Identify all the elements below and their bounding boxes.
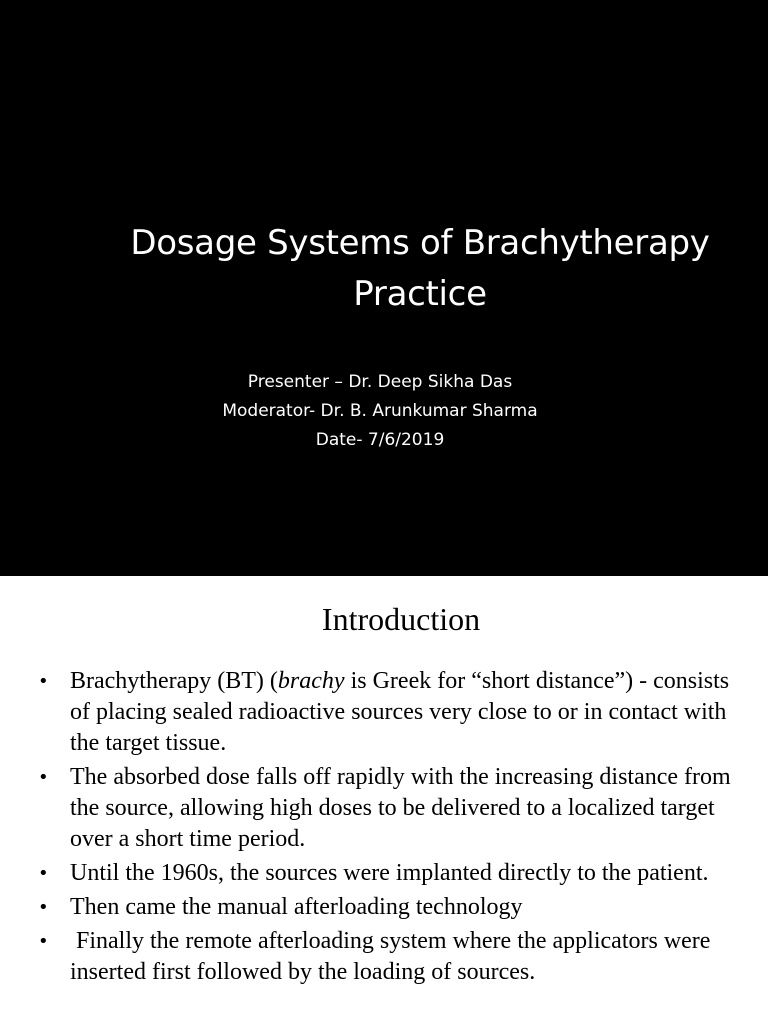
presenter-info: [130, 368, 630, 455]
bullet-text: Then came the manual afterloading technology: [70, 894, 523, 920]
bullet-text-prefix: Brachytherapy (BT) (: [70, 668, 278, 694]
introduction-slide: [0, 576, 768, 1024]
bullet-text: Finally the remote afterloading system where the applicators were inserted first followed by the loading of sources.: [70, 928, 717, 985]
title-line-2: Practice: [353, 274, 487, 314]
bullet-item: [38, 892, 738, 923]
title-line-1: Dosage Systems of Brachytherapy: [130, 223, 710, 263]
moderator-line: Moderator- Dr. B. Arunkumar Sharma: [222, 401, 538, 421]
bullet-text-italic: brachy: [277, 668, 345, 694]
bullet-icon: •: [38, 897, 49, 918]
bullet-text: [70, 666, 738, 759]
bullet-icon: •: [38, 671, 49, 692]
slide-heading: Introduction: [321, 601, 481, 637]
bullet-text: Until the 1960s, the sources were implanted directly to the patient.: [70, 860, 709, 886]
presenter-line: Presenter – Dr. Deep Sikha Das: [247, 372, 513, 392]
bullet-item: [38, 762, 738, 855]
presentation-title: [110, 218, 730, 320]
bullet-icon: •: [38, 863, 49, 884]
bullet-item: [38, 858, 738, 889]
bullet-item: [38, 666, 738, 759]
bullet-text: The absorbed dose falls off rapidly with the increasing distance from the source, allowing high doses to be delivered to a localized target over a short time period.: [70, 764, 731, 852]
bullet-item: [38, 926, 738, 988]
bullet-text-rest: is Greek for “short distance”) - consists of placing sealed radioactive sources very close to or in contact with the target tissue.: [70, 668, 730, 756]
bullet-icon: •: [38, 767, 49, 788]
date-line: Date- 7/6/2019: [315, 430, 445, 450]
bullet-list: [38, 666, 738, 991]
bullet-icon: •: [38, 931, 49, 952]
